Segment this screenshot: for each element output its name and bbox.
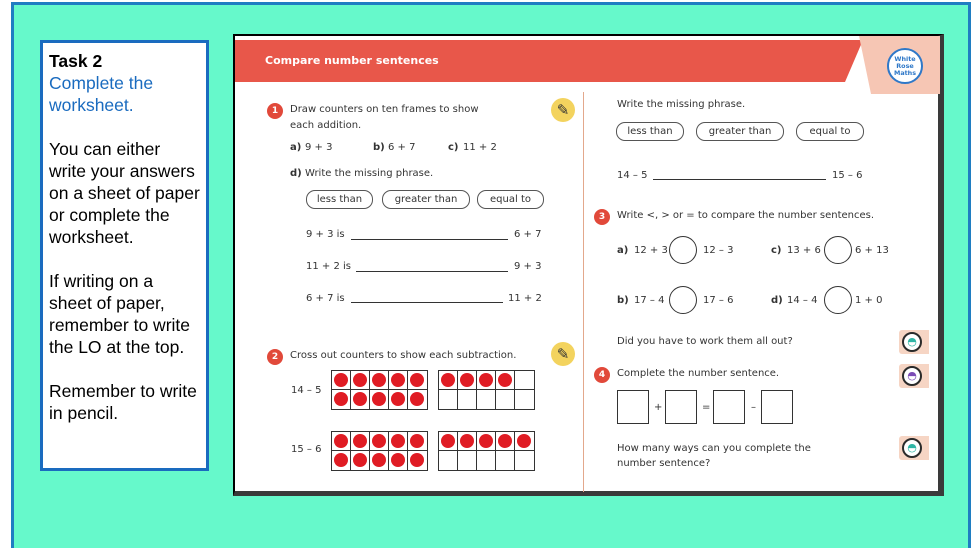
ten-frame-cell[interactable] bbox=[515, 451, 534, 470]
ten-frame-cell[interactable] bbox=[389, 371, 408, 390]
ten-frame-cell[interactable] bbox=[439, 371, 458, 390]
worksheet-banner bbox=[235, 36, 938, 96]
counter[interactable] bbox=[391, 392, 405, 406]
counter[interactable] bbox=[372, 392, 386, 406]
q4-followup-line1: How many ways can you complete the bbox=[617, 443, 811, 454]
counter[interactable] bbox=[372, 434, 386, 448]
q4-box-1[interactable] bbox=[617, 390, 649, 424]
counter[interactable] bbox=[372, 373, 386, 387]
task-title: Task 2 bbox=[49, 51, 103, 71]
ten-frame-cell[interactable] bbox=[477, 451, 496, 470]
ten-frame-cell[interactable] bbox=[515, 390, 534, 409]
ten-frame-cell[interactable] bbox=[370, 432, 389, 451]
q1d-text: Write the missing phrase. bbox=[305, 168, 434, 179]
q1-instruction-line1: Draw counters on ten frames to show bbox=[290, 104, 479, 115]
ten-frame-cell[interactable] bbox=[496, 390, 515, 409]
counter[interactable] bbox=[460, 373, 474, 387]
worksheet-title: Compare number sentences bbox=[265, 54, 439, 67]
counter[interactable] bbox=[410, 373, 424, 387]
q3a-answer-circle[interactable] bbox=[669, 236, 697, 264]
ten-frame-cell[interactable] bbox=[458, 390, 477, 409]
q4-box-4[interactable] bbox=[761, 390, 793, 424]
task-paragraph-1: You can either write your answers on a sheet of paper or complete the worksheet. bbox=[49, 139, 200, 247]
counter[interactable] bbox=[391, 434, 405, 448]
counter[interactable] bbox=[334, 373, 348, 387]
question-1-number: 1 bbox=[267, 103, 283, 119]
ten-frame-cell[interactable] bbox=[408, 432, 427, 451]
q2-row1-label: 14 – 5 bbox=[291, 385, 322, 396]
ten-frame-cell[interactable] bbox=[458, 432, 477, 451]
q1d-label: d) bbox=[290, 168, 302, 179]
q3b-right: 17 – 6 bbox=[703, 295, 734, 306]
q1d-row3-left: 6 + 7 is bbox=[306, 293, 345, 304]
ten-frame-cell[interactable] bbox=[496, 371, 515, 390]
white-rose-maths-logo: White Rose Maths bbox=[887, 48, 923, 84]
counter[interactable] bbox=[410, 392, 424, 406]
ten-frame-cell[interactable] bbox=[496, 451, 515, 470]
ten-frame-cell[interactable] bbox=[370, 390, 389, 409]
q1d-row2-left: 11 + 2 is bbox=[306, 261, 351, 272]
q1b-label: b) bbox=[373, 142, 385, 153]
q3b-left: 17 – 4 bbox=[634, 295, 665, 306]
ten-frame-cell[interactable] bbox=[496, 432, 515, 451]
counter[interactable] bbox=[441, 434, 455, 448]
discussion-cup-icon: ◓ bbox=[902, 438, 922, 458]
ten-frame-cell[interactable] bbox=[351, 390, 370, 409]
q3c-answer-circle[interactable] bbox=[824, 236, 852, 264]
counter[interactable] bbox=[334, 453, 348, 467]
q3d-answer-circle[interactable] bbox=[824, 286, 852, 314]
q2-row2-label: 15 – 6 bbox=[291, 444, 322, 455]
q1d-row1-left: 9 + 3 is bbox=[306, 229, 345, 240]
q3a-label: a) bbox=[617, 245, 629, 256]
discussion-tab bbox=[899, 330, 929, 354]
q1d-row1-right: 6 + 7 bbox=[514, 229, 542, 240]
ten-frame-cell[interactable] bbox=[408, 451, 427, 470]
q1c-expression: 11 + 2 bbox=[463, 142, 497, 153]
ten-frame-cell[interactable] bbox=[389, 390, 408, 409]
question-2-number: 2 bbox=[267, 349, 283, 365]
ten-frame-cell[interactable] bbox=[408, 390, 427, 409]
ten-frame-cell[interactable] bbox=[477, 390, 496, 409]
q3b-answer-circle[interactable] bbox=[669, 286, 697, 314]
q3b-label: b) bbox=[617, 295, 629, 306]
ten-frame-cell[interactable] bbox=[389, 432, 408, 451]
ten-frame-cell[interactable] bbox=[370, 371, 389, 390]
q2-instruction: Cross out counters to show each subtraction. bbox=[290, 350, 517, 361]
counter[interactable] bbox=[479, 373, 493, 387]
task-box bbox=[40, 40, 209, 471]
ten-frame-cell[interactable] bbox=[458, 451, 477, 470]
q1a-expression: 9 + 3 bbox=[305, 142, 333, 153]
counter[interactable] bbox=[353, 434, 367, 448]
q1b-expression: 6 + 7 bbox=[388, 142, 416, 153]
right-missing-phrase: Write the missing phrase. bbox=[617, 99, 746, 110]
counter[interactable] bbox=[391, 373, 405, 387]
counter[interactable] bbox=[334, 434, 348, 448]
counter[interactable] bbox=[410, 434, 424, 448]
q1d-row2-answer-line[interactable] bbox=[356, 271, 508, 272]
q4-followup-line2: number sentence? bbox=[617, 458, 711, 469]
counter[interactable] bbox=[479, 434, 493, 448]
compare-right: 15 – 6 bbox=[832, 170, 863, 181]
discussion-cup-icon: ◓ bbox=[902, 332, 922, 352]
ten-frame bbox=[438, 431, 535, 471]
counter[interactable] bbox=[372, 453, 386, 467]
counter[interactable] bbox=[460, 434, 474, 448]
counter[interactable] bbox=[391, 453, 405, 467]
q4-equals: = bbox=[702, 402, 711, 413]
counter[interactable] bbox=[353, 392, 367, 406]
phrase-equal-to[interactable]: equal to bbox=[477, 190, 544, 209]
reasoning-cup-icon: ◓ bbox=[902, 366, 922, 386]
counter[interactable] bbox=[498, 373, 512, 387]
ten-frame-cell[interactable] bbox=[332, 451, 351, 470]
ten-frame-cell[interactable] bbox=[332, 371, 351, 390]
ten-frame-cell[interactable] bbox=[351, 451, 370, 470]
ten-frame-cell[interactable] bbox=[458, 371, 477, 390]
discussion-tab bbox=[899, 436, 929, 460]
q4-box-2[interactable] bbox=[665, 390, 697, 424]
ten-frame-cell[interactable] bbox=[351, 432, 370, 451]
phrase-greater-than[interactable]: greater than bbox=[696, 122, 784, 141]
ten-frame-cell[interactable] bbox=[332, 432, 351, 451]
q3d-left: 14 – 4 bbox=[787, 295, 818, 306]
compare-answer-line[interactable] bbox=[653, 179, 826, 180]
ten-frame-cell[interactable] bbox=[439, 390, 458, 409]
worksheet bbox=[233, 34, 944, 496]
ten-frame-cell[interactable] bbox=[351, 371, 370, 390]
column-divider bbox=[583, 92, 584, 492]
phrase-greater-than[interactable]: greater than bbox=[382, 190, 470, 209]
ten-frame-cell[interactable] bbox=[439, 432, 458, 451]
q1c-label: c) bbox=[448, 142, 459, 153]
q3-followup: Did you have to work them all out? bbox=[617, 336, 793, 347]
q1d-row3-right: 11 + 2 bbox=[508, 293, 542, 304]
counter[interactable] bbox=[353, 373, 367, 387]
ten-frame-cell[interactable] bbox=[439, 451, 458, 470]
q3c-left: 13 + 6 bbox=[787, 245, 821, 256]
q1d-row1-answer-line[interactable] bbox=[351, 239, 508, 240]
ten-frame-cell[interactable] bbox=[389, 451, 408, 470]
question-3-number: 3 bbox=[594, 209, 610, 225]
ten-frame-cell[interactable] bbox=[477, 432, 496, 451]
q3a-right: 12 – 3 bbox=[703, 245, 734, 256]
pencil-icon: ✎ bbox=[551, 98, 575, 122]
q3c-right: 6 + 13 bbox=[855, 245, 889, 256]
phrase-less-than[interactable]: less than bbox=[306, 190, 373, 209]
counter[interactable] bbox=[498, 434, 512, 448]
q3a-left: 12 + 3 bbox=[634, 245, 668, 256]
question-4-number: 4 bbox=[594, 367, 610, 383]
counter[interactable] bbox=[441, 373, 455, 387]
q1-instruction-line2: each addition. bbox=[290, 120, 362, 131]
q1a-label: a) bbox=[290, 142, 302, 153]
ten-frame bbox=[331, 431, 428, 471]
ten-frame-cell[interactable] bbox=[515, 432, 534, 451]
q3d-label: d) bbox=[771, 295, 783, 306]
ten-frame-cell[interactable] bbox=[477, 371, 496, 390]
q1d-row2-right: 9 + 3 bbox=[514, 261, 542, 272]
q3-instruction: Write <, > or = to compare the number sentences. bbox=[617, 210, 875, 221]
ten-frame bbox=[331, 370, 428, 410]
task-subtitle: Complete the worksheet. bbox=[49, 73, 154, 115]
ten-frame-cell[interactable] bbox=[332, 390, 351, 409]
q1d-row3-answer-line[interactable] bbox=[351, 302, 503, 303]
q3c-label: c) bbox=[771, 245, 782, 256]
counter[interactable] bbox=[334, 392, 348, 406]
phrase-equal-to[interactable]: equal to bbox=[796, 122, 864, 141]
ten-frame-cell[interactable] bbox=[515, 371, 534, 390]
q4-box-3[interactable] bbox=[713, 390, 745, 424]
counter[interactable] bbox=[517, 434, 531, 448]
counter[interactable] bbox=[410, 453, 424, 467]
reasoning-tab bbox=[899, 364, 929, 388]
ten-frame-cell[interactable] bbox=[370, 451, 389, 470]
phrase-less-than[interactable]: less than bbox=[616, 122, 684, 141]
ten-frame bbox=[438, 370, 535, 410]
task-paragraph-3: Remember to write in pencil. bbox=[49, 381, 197, 423]
counter[interactable] bbox=[353, 453, 367, 467]
q4-minus: – bbox=[751, 402, 756, 413]
q4-plus: + bbox=[654, 402, 663, 413]
q4-instruction: Complete the number sentence. bbox=[617, 368, 780, 379]
pencil-icon: ✎ bbox=[551, 342, 575, 366]
q3d-right: 1 + 0 bbox=[855, 295, 883, 306]
task-paragraph-2: If writing on a sheet of paper, remember to write the LO at the top. bbox=[49, 271, 191, 357]
ten-frame-cell[interactable] bbox=[408, 371, 427, 390]
compare-left: 14 – 5 bbox=[617, 170, 648, 181]
